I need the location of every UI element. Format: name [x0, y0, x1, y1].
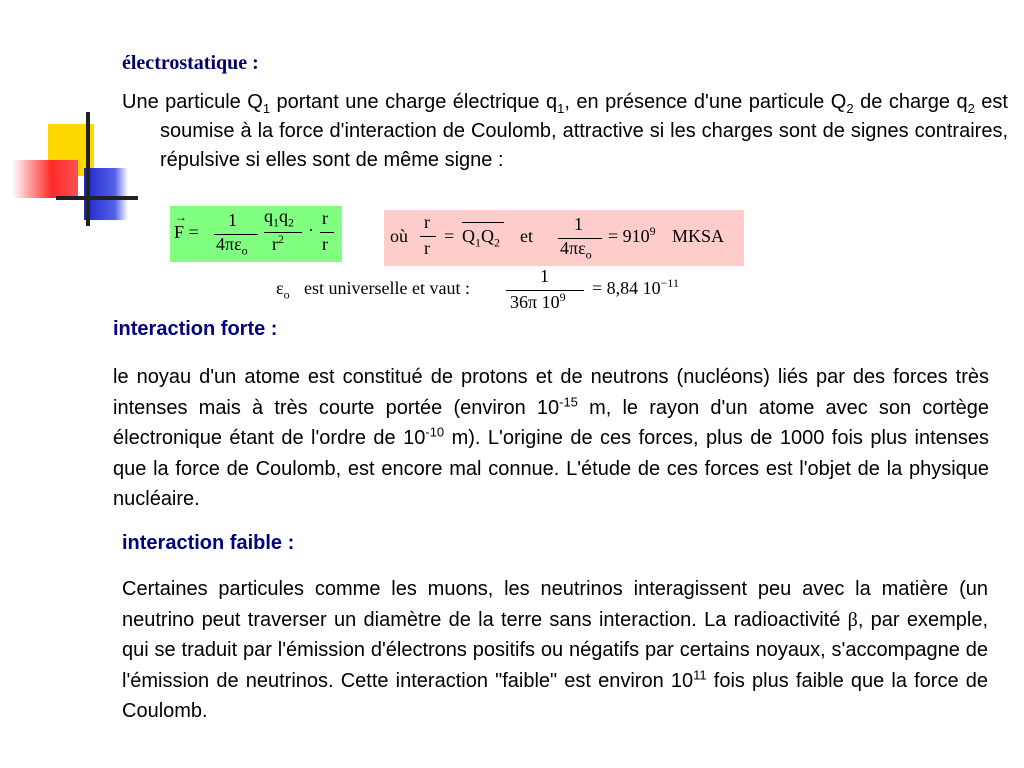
- epsilon-numerator: 1: [540, 266, 549, 286]
- unit-vector-num: r: [322, 208, 328, 228]
- constant-value: = $910^9$: [608, 224, 656, 246]
- logo-vertical-line: [86, 112, 90, 226]
- r-magnitude: r: [424, 238, 430, 258]
- constant-formula: [384, 210, 744, 266]
- heading-interaction-forte: interaction forte :: [113, 318, 278, 340]
- fraction-numerator: 1: [228, 210, 237, 230]
- charge-product-Q: $Q_1Q_2$: [462, 226, 500, 250]
- coulomb-formula: [170, 206, 342, 262]
- heading-interaction-faible: interaction faible :: [122, 532, 295, 554]
- r-vector: r: [424, 212, 430, 232]
- logo-red-square: [12, 160, 78, 198]
- epsilon-text: est universelle et vaut :: [304, 278, 470, 298]
- text-ou: où: [390, 226, 408, 246]
- epsilon-result: = 8,84 $10^{-11}$: [592, 276, 679, 298]
- force-lhs: F =: [174, 222, 199, 242]
- heading-electrostatique: électrostatique :: [122, 52, 259, 74]
- paragraph-interaction-forte: le noyau d'un atome est constitué de protons et de neutrons (nucléons) liés par des forces très intenses mais à très courte portée (environ $10^{-15}$ m, le rayon d'un atome avec son cortège électronique étant de l'ordre de $10^{-10}$ m). L'origine de ces forces, plus de 1000 fois plus intenses que la force de Coulomb, est encore mal connue. L'étude de ces forces est l'objet de la physique nucléaire.: [113, 366, 990, 510]
- distance-squared: $r^2$: [272, 232, 284, 254]
- epsilon-denominator: 36π $10^9$: [510, 290, 566, 312]
- vector-arrow: →: [175, 210, 187, 224]
- unit-vector-den: r: [322, 234, 328, 254]
- epsilon-symbol: $\varepsilon_o$: [276, 278, 290, 302]
- dot-operator: ·: [308, 220, 314, 240]
- text-et: et: [520, 226, 533, 246]
- logo-horizontal-line: [56, 196, 138, 200]
- constant-denominator: $4\pi\varepsilon_o$: [560, 238, 592, 262]
- equals-sign: =: [444, 226, 455, 246]
- unit-label: MKSA: [672, 226, 725, 246]
- fraction-denominator: $4\pi\varepsilon_o$: [216, 234, 248, 258]
- paragraph-electrostatique: Une particule $Q_1$ portant une charge électrique $q_1$, en présence d'une particule $Q_2$ de charge $q_2$ est soumise à la force d'interaction de Coulomb, attractive si les charges sont de signes contraires, répulsive si elles sont de même signe :: [122, 91, 1008, 171]
- charge-product: $q_1q_2$: [264, 206, 294, 230]
- logo-blue-square: [84, 168, 128, 220]
- epsilon-formula: [276, 268, 736, 318]
- constant-numerator: 1: [574, 214, 583, 234]
- paragraph-interaction-faible: Certaines particules comme les muons, les neutrinos interagissent peu avec la matière (un neutrino peut traverser un diamètre de la terre sans interaction. La radioactivité β, par exemple, qui se traduit par l'émission d'électrons positifs ou négatifs par certains noyaux, s'accompagne de l'émission de neutrinos. Cette interaction "faible" est environ $10^{11}$ fois plus faible que la force de Coulomb.: [122, 578, 989, 722]
